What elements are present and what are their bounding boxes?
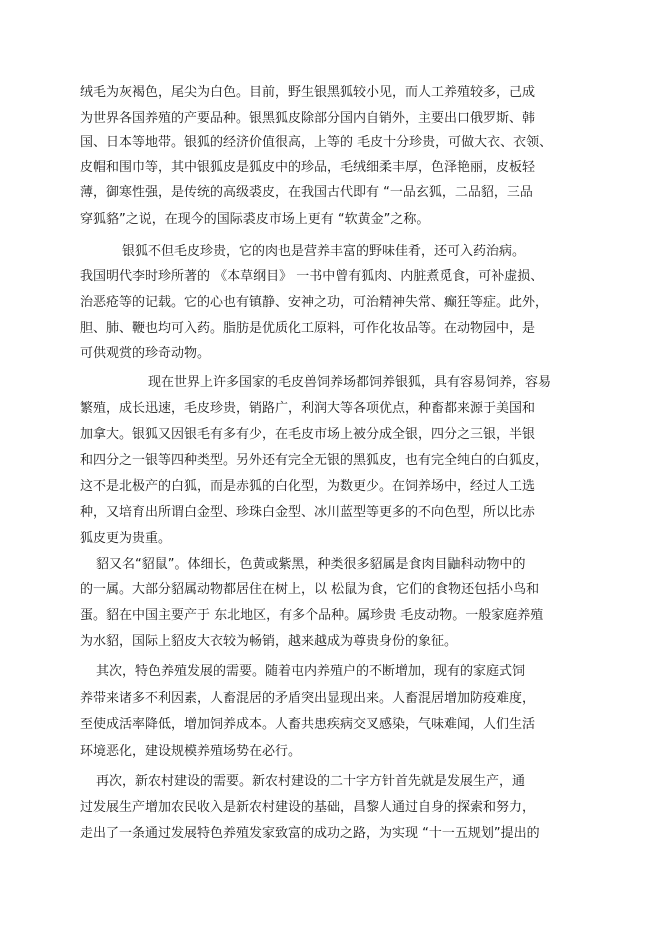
text-line: 这不是北极产的白狐，而是赤狐的白化型，为数更少。在饲养场中，经过人工选 [80,479,536,494]
text-line: 穿狐貉”之说，在现今的国际裘皮市场上更有 “软黄金”之称。 [80,212,430,227]
text-line: 再次，新农村建设的需要。新农村建设的二十字方针首先就是发展生产，通 [96,774,526,789]
text-line: 薄，御寒性强，是传统的高级裘皮，在我国古代即有 “一品玄狐，二品貂，三品 [80,185,533,200]
text-line: 为水貂，国际上貂皮大衣较为畅销，越来越成为尊贵身份的象征。 [80,634,458,649]
text-line: 可供观赏的珍奇动物。 [80,346,211,361]
text-line: 治恶疮等的记载。它的心也有镇静、安神之功，可治精神失常、癫狂等症。此外， [80,295,549,310]
text-line: 胆、肺、鞭也均可入药。脂肪是优质化工原料，可作化妆品等。在动物园中，是 [80,321,536,336]
text-line: 养带来诸多不利因素，人畜混居的矛盾突出显现出来。人畜混居增加防疫难度， [80,691,536,706]
text-line: 貂又名“貂鼠”。体细长，色黄或紫黑，种类很多貂属是食肉目鼬科动物中的 [96,557,526,572]
text-line: 银狐不但毛皮珍贵，它的肉也是营养丰富的野味佳肴，还可入药治病。 [122,244,526,259]
text-line: 繁殖，成长迅速，毛皮珍贵，销路广，利润大等各项优点，种畜都来源于美国和 [80,401,536,416]
text-line: 加拿大。银狐又因银毛有多有少，在毛皮市场上被分成全银，四分之三银，半银 [80,427,536,442]
text-line: 其次，特色养殖发展的需要。随着屯内养殖户的不断增加，现有的家庭式饲 [96,664,526,679]
text-line: 种，又培育出所谓白金型、珍珠白金型、冰川蓝型等更多的不向色型，所以比赤 [80,505,536,520]
text-line: 环境恶化，建设规模养殖场势在必行。 [80,744,302,759]
text-line: 我国明代李时珍所著的 《本草纲目》 一书中曾有狐肉、内脏煮觅食，可补虚损、 [80,269,544,284]
text-line: 绒毛为灰褐色，尾尖为白色。目前，野生银黑狐较小见，而人工养殖较多，己成 [80,85,536,100]
text-line: 现在世界上许多国家的毛皮兽饲养场都饲养银狐，具有容易饲养，容易 [148,375,552,390]
text-line: 皮帽和围巾等，其中银狐皮是狐皮中的珍品，毛绒细柔丰厚，色泽艳丽，皮板轻 [80,160,536,175]
text-line: 蛋。貂在中国主要产于 东北地区，有多个品种。属珍贵 毛皮动物。一般家庭养殖 [80,608,544,623]
text-line: 走出了一条通过发展特色养殖发家致富的成功之路，为实现 “十一五规划”提出的 [80,826,540,841]
text-line: 的一属。大部分貂属动物都居住在树上，以 松鼠为食，它们的食物还包括小鸟和 [80,582,540,597]
text-line: 和四分之一银等四种类型。另外还有完全无银的黑狐皮，也有完全纯白的白狐皮， [80,453,549,468]
text-line: 国、日本等地带。银狐的经济价值很高，上等的 毛皮十分珍贵，可做大衣、衣领、 [80,135,553,150]
text-line: 为世界各国养殖的产要品种。银黑狐皮除部分国内自销外，主要出口俄罗斯、韩 [80,111,536,126]
text-line: 狐皮更为贵重。 [80,531,172,546]
text-line: 至使成活率降低，增加饲养成本。人畜共患疾病交叉感染，气味难闻，人们生活 [80,717,536,732]
text-line: 过发展生产增加农民收入是新农村建设的基础，昌黎人通过自身的探索和努力， [80,800,536,815]
